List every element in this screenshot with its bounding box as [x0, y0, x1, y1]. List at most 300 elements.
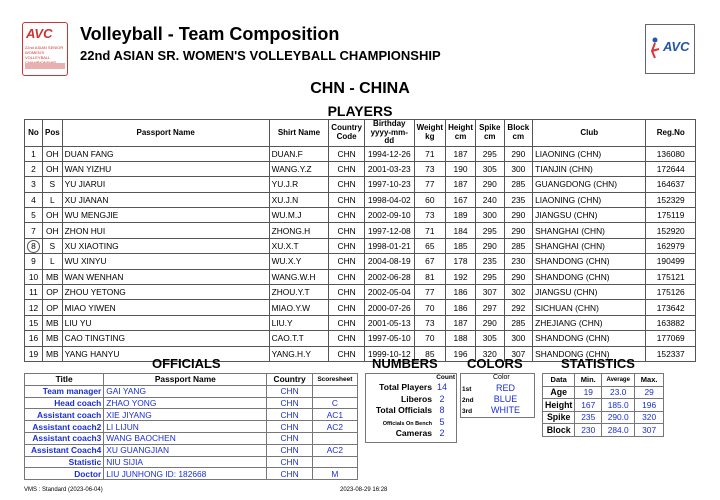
- player-club: SICHUAN (CHN): [533, 300, 646, 315]
- numbers-row: [366, 405, 454, 415]
- player-country-code: CHN: [329, 208, 365, 223]
- official-title: Head coach: [25, 397, 104, 409]
- player-block: 285: [504, 315, 533, 330]
- statistics-row: [543, 424, 664, 437]
- numbers-row: [366, 394, 454, 404]
- statistics-row: [543, 399, 664, 412]
- official-name: GAI YANG: [104, 385, 267, 397]
- officials-heading: OFFICIALS: [152, 356, 221, 371]
- player-no: 16: [25, 331, 43, 346]
- stat-max: 320: [635, 411, 664, 424]
- colors-label: 1st: [462, 386, 472, 393]
- player-row: [25, 269, 696, 284]
- col-spike: Spike cm: [475, 120, 504, 147]
- player-row: [25, 146, 696, 161]
- player-weight: 60: [414, 192, 446, 207]
- player-reg-no: 172644: [646, 161, 696, 176]
- player-height: 167: [446, 192, 476, 207]
- player-country-code: CHN: [329, 285, 365, 300]
- stat-label: Spike: [543, 411, 575, 424]
- player-row: [25, 223, 696, 238]
- player-country-code: CHN: [329, 331, 365, 346]
- player-weight: 73: [414, 315, 446, 330]
- player-height: 196: [446, 346, 476, 361]
- player-height: 178: [446, 254, 476, 269]
- official-name: XIE JIYANG: [104, 409, 267, 421]
- player-birthday: 1999-10-12: [364, 346, 414, 361]
- col-scoresheet: Scoresheet: [312, 374, 357, 386]
- player-pos: MB: [43, 315, 63, 330]
- player-spike: 290: [475, 315, 504, 330]
- numbers-value: 8: [439, 405, 445, 415]
- col-weight: Weight kg: [414, 120, 446, 147]
- numbers-label: Cameras: [395, 428, 432, 438]
- player-club: LIAONING (CHN): [533, 146, 646, 161]
- col-no: No: [25, 120, 43, 147]
- player-spike: 305: [475, 331, 504, 346]
- player-club: SHANGHAI (CHN): [533, 238, 646, 253]
- player-row: [25, 331, 696, 346]
- player-height: 184: [446, 223, 476, 238]
- official-title: Assistant coach3: [25, 432, 104, 444]
- players-table: [24, 119, 696, 362]
- player-block: 300: [504, 161, 533, 176]
- player-birthday: 2001-05-13: [364, 315, 414, 330]
- player-passport-name: LIU YU: [62, 315, 269, 330]
- player-spike: 295: [475, 223, 504, 238]
- col-height: Height cm: [446, 120, 476, 147]
- player-block: 235: [504, 192, 533, 207]
- player-passport-name: DUAN FANG: [62, 146, 269, 161]
- player-passport-name: WU MENGJIE: [62, 208, 269, 223]
- player-no: 3: [25, 177, 43, 192]
- col-data: Data: [543, 374, 575, 387]
- player-row: [25, 254, 696, 269]
- player-no: 7: [25, 223, 43, 238]
- player-passport-name: YU JIARUI: [62, 177, 269, 192]
- player-passport-name: MIAO YIWEN: [62, 300, 269, 315]
- player-club: SHANDONG (CHN): [533, 346, 646, 361]
- player-birthday: 1997-05-10: [364, 331, 414, 346]
- official-title: Assistant coach: [25, 409, 104, 421]
- player-country-code: CHN: [329, 315, 365, 330]
- player-reg-no: 152337: [646, 346, 696, 361]
- player-spike: 240: [475, 192, 504, 207]
- numbers-count-label: Count: [436, 374, 455, 381]
- player-weight: 85: [414, 346, 446, 361]
- player-block: 290: [504, 208, 533, 223]
- player-height: 189: [446, 208, 476, 223]
- official-scoresheet: AC2: [312, 421, 357, 433]
- player-birthday: 2002-09-10: [364, 208, 414, 223]
- official-scoresheet: M: [312, 468, 357, 480]
- player-club: GUANGDONG (CHN): [533, 177, 646, 192]
- player-reg-no: 162979: [646, 238, 696, 253]
- logo-avc-mark: AVC: [26, 26, 53, 41]
- stat-min: 230: [575, 424, 602, 437]
- player-pos: S: [43, 238, 63, 253]
- colors-color-label: Color: [493, 374, 510, 381]
- player-birthday: 1994-12-26: [364, 146, 414, 161]
- col-title: Title: [25, 374, 104, 386]
- col-shirt-name: Shirt Name: [269, 120, 329, 147]
- player-no: 2: [25, 161, 43, 176]
- logo-band: [25, 63, 65, 69]
- player-row: [25, 161, 696, 176]
- player-row: [25, 208, 696, 223]
- player-shirt-name: LIU.Y: [269, 315, 329, 330]
- statistics-row: [543, 386, 664, 399]
- player-passport-name: ZHOU YETONG: [62, 285, 269, 300]
- player-shirt-name: CAO.T.T: [269, 331, 329, 346]
- stat-max: 307: [635, 424, 664, 437]
- players-heading: PLAYERS: [327, 103, 393, 119]
- stat-min: 19: [575, 386, 602, 399]
- numbers-value: 2: [439, 393, 445, 404]
- player-row: [25, 300, 696, 315]
- colors-value: RED: [495, 383, 515, 393]
- player-pos: OP: [43, 285, 63, 300]
- colors-value: BLUE: [493, 394, 518, 404]
- official-country: CHN: [267, 409, 312, 421]
- numbers-row: [366, 382, 454, 392]
- player-no: 15: [25, 315, 43, 330]
- stat-average: 290.0: [602, 411, 635, 424]
- player-block: 285: [504, 238, 533, 253]
- official-name: LI LIJUN: [104, 421, 267, 433]
- player-height: 188: [446, 331, 476, 346]
- official-name: ZHAO YONG: [104, 397, 267, 409]
- player-spike: 295: [475, 269, 504, 284]
- player-spike: 307: [475, 285, 504, 300]
- player-birthday: 2002-05-04: [364, 285, 414, 300]
- player-pos: OH: [43, 161, 63, 176]
- colors-heading: COLORS: [467, 356, 523, 371]
- player-club: JIANGSU (CHN): [533, 208, 646, 223]
- col-pos: Pos: [43, 120, 63, 147]
- player-weight: 73: [414, 161, 446, 176]
- numbers-label: Total Players: [379, 382, 432, 392]
- footer-timestamp: 2023-08-29 16:28: [340, 487, 388, 493]
- official-row: [25, 421, 358, 433]
- player-passport-name: CAO TINGTING: [62, 331, 269, 346]
- player-shirt-name: YU.J.R: [269, 177, 329, 192]
- official-row: [25, 444, 358, 456]
- team-title: CHN - CHINA: [310, 80, 410, 97]
- player-shirt-name: YANG.H.Y: [269, 346, 329, 361]
- player-passport-name: WAN YIZHU: [62, 161, 269, 176]
- player-shirt-name: XU.X.T: [269, 238, 329, 253]
- numbers-label: Liberos: [400, 393, 432, 404]
- stat-label: Height: [543, 399, 575, 412]
- player-club: SHANGHAI (CHN): [533, 223, 646, 238]
- player-block: 285: [504, 177, 533, 192]
- numbers-row: [366, 428, 454, 438]
- official-scoresheet: C: [312, 397, 357, 409]
- player-height: 186: [446, 300, 476, 315]
- player-weight: 65: [414, 238, 446, 253]
- player-block: 300: [504, 331, 533, 346]
- officials-header-row: [25, 374, 358, 386]
- stat-label: Block: [543, 424, 575, 437]
- player-weight: 73: [414, 208, 446, 223]
- official-country: CHN: [267, 468, 312, 480]
- stat-average: 185.0: [602, 399, 635, 412]
- official-name: NIU SIJIA: [104, 456, 267, 468]
- player-block: 292: [504, 300, 533, 315]
- player-no: 19: [25, 346, 43, 361]
- player-passport-name: YANG HANYU: [62, 346, 269, 361]
- player-spike: 235: [475, 254, 504, 269]
- colors-value: WHITE: [491, 405, 520, 415]
- official-title: Assistant coach2: [25, 421, 104, 433]
- championship-logo: [22, 22, 68, 76]
- col-min: Min.: [575, 374, 602, 387]
- numbers-value: 14: [436, 382, 447, 392]
- player-spike: 320: [475, 346, 504, 361]
- player-passport-name: WAN WENHAN: [62, 269, 269, 284]
- player-country-code: CHN: [329, 254, 365, 269]
- col-club: Club: [533, 120, 646, 147]
- official-country: CHN: [267, 456, 312, 468]
- player-birthday: 1997-12-08: [364, 223, 414, 238]
- player-spike: 297: [475, 300, 504, 315]
- player-club: SHANDONG (CHN): [533, 254, 646, 269]
- player-pos: S: [43, 177, 63, 192]
- player-country-code: CHN: [329, 238, 365, 253]
- championship-name: 22nd ASIAN SR. WOMEN'S VOLLEYBALL CHAMPIONSHIP: [80, 48, 441, 63]
- player-country-code: CHN: [329, 146, 365, 161]
- player-row: [25, 315, 696, 330]
- official-country: CHN: [267, 385, 312, 397]
- colors-label: 3rd: [462, 408, 473, 415]
- player-country-code: CHN: [329, 161, 365, 176]
- players-header-row: [25, 120, 696, 147]
- stat-min: 167: [575, 399, 602, 412]
- player-reg-no: 175121: [646, 269, 696, 284]
- player-no: 12: [25, 300, 43, 315]
- player-block: 290: [504, 223, 533, 238]
- stat-average: 284.0: [602, 424, 635, 437]
- colors-row: [461, 394, 533, 404]
- player-spike: 305: [475, 161, 504, 176]
- numbers-label: Total Officials: [375, 405, 432, 415]
- player-height: 186: [446, 285, 476, 300]
- player-reg-no: 163882: [646, 315, 696, 330]
- player-country-code: CHN: [329, 300, 365, 315]
- player-country-code: CHN: [329, 177, 365, 192]
- player-spike: 290: [475, 177, 504, 192]
- colors-box: [460, 373, 535, 418]
- colors-row: [461, 405, 533, 415]
- col-average: Average: [602, 374, 635, 387]
- official-scoresheet: [312, 432, 357, 444]
- player-shirt-name: DUAN.F: [269, 146, 329, 161]
- official-row: [25, 409, 358, 421]
- player-shirt-name: WU.X.Y: [269, 254, 329, 269]
- player-birthday: 2004-08-19: [364, 254, 414, 269]
- player-pos: OH: [43, 208, 63, 223]
- player-no: [25, 238, 43, 253]
- player-pos: OH: [43, 223, 63, 238]
- player-weight: 77: [414, 285, 446, 300]
- player-height: 190: [446, 161, 476, 176]
- player-club: LIAONING (CHN): [533, 192, 646, 207]
- player-pos: OH: [43, 146, 63, 161]
- player-club: JIANGSU (CHN): [533, 285, 646, 300]
- numbers-value: 5: [439, 416, 445, 427]
- statistics-row: [543, 411, 664, 424]
- official-country: CHN: [267, 444, 312, 456]
- player-reg-no: 190499: [646, 254, 696, 269]
- col-country-code: Country Code: [329, 120, 365, 147]
- official-name: LIU JUNHONG ID: 182668: [104, 468, 267, 480]
- player-weight: 71: [414, 223, 446, 238]
- player-club: SHANDONG (CHN): [533, 331, 646, 346]
- col-passport-name: Passport Name: [62, 120, 269, 147]
- statistics-heading: STATISTICS: [561, 356, 635, 371]
- numbers-heading: NUMBERS: [372, 356, 438, 371]
- player-reg-no: 136080: [646, 146, 696, 161]
- player-country-code: CHN: [329, 346, 365, 361]
- numbers-row: [366, 417, 454, 427]
- player-reg-no: 175119: [646, 208, 696, 223]
- player-pos: L: [43, 254, 63, 269]
- player-reg-no: 173642: [646, 300, 696, 315]
- col-block: Block cm: [504, 120, 533, 147]
- player-row: [25, 285, 696, 300]
- player-block: 307: [504, 346, 533, 361]
- player-weight: 71: [414, 146, 446, 161]
- player-reg-no: 152920: [646, 223, 696, 238]
- player-weight: 67: [414, 254, 446, 269]
- avc-logo-text: AVC: [663, 39, 690, 54]
- player-spike: 300: [475, 208, 504, 223]
- player-no: 1: [25, 146, 43, 161]
- player-height: 192: [446, 269, 476, 284]
- stat-min: 235: [575, 411, 602, 424]
- official-row: [25, 468, 358, 480]
- player-reg-no: 164637: [646, 177, 696, 192]
- col-birthday: Birthday yyyy-mm-dd: [364, 120, 414, 147]
- avc-logo: [645, 24, 695, 74]
- player-weight: 70: [414, 331, 446, 346]
- player-shirt-name: WANG.W.H: [269, 269, 329, 284]
- official-row: [25, 432, 358, 444]
- player-country-code: CHN: [329, 192, 365, 207]
- official-scoresheet: AC1: [312, 409, 357, 421]
- col-official-name: Passport Name: [104, 374, 267, 386]
- numbers-box: [365, 373, 457, 443]
- statistics-header-row: [543, 374, 664, 387]
- player-birthday: 1998-01-21: [364, 238, 414, 253]
- player-shirt-name: XU.J.N: [269, 192, 329, 207]
- numbers-label: Officials On Bench: [382, 420, 432, 427]
- player-shirt-name: ZHONG.H: [269, 223, 329, 238]
- official-country: CHN: [267, 421, 312, 433]
- player-pos: L: [43, 192, 63, 207]
- player-shirt-name: WU.M.J: [269, 208, 329, 223]
- official-scoresheet: [312, 456, 357, 468]
- player-club: SHANDONG (CHN): [533, 269, 646, 284]
- player-shirt-name: WANG.Y.Z: [269, 161, 329, 176]
- stat-max: 29: [635, 386, 664, 399]
- player-no: 11: [25, 285, 43, 300]
- player-reg-no: 175126: [646, 285, 696, 300]
- official-title: Team manager: [25, 385, 104, 397]
- colors-row: [461, 383, 533, 393]
- player-no: 5: [25, 208, 43, 223]
- player-reg-no: 177069: [646, 331, 696, 346]
- official-scoresheet: [312, 385, 357, 397]
- officials-table: [24, 373, 358, 480]
- player-pos: MB: [43, 331, 63, 346]
- captain-marker: 8: [27, 240, 40, 253]
- player-reg-no: 152329: [646, 192, 696, 207]
- col-reg-no: Reg.No: [646, 120, 696, 147]
- player-birthday: 1998-04-02: [364, 192, 414, 207]
- player-pos: MB: [43, 269, 63, 284]
- player-passport-name: ZHON HUI: [62, 223, 269, 238]
- player-spike: 290: [475, 238, 504, 253]
- col-country: Country: [267, 374, 312, 386]
- stat-max: 196: [635, 399, 664, 412]
- player-height: 187: [446, 146, 476, 161]
- player-passport-name: WU XINYU: [62, 254, 269, 269]
- logo-text: 22nd ASIAN SENIOR WOMEN'S VOLLEYBALL: [25, 45, 64, 60]
- player-row: [25, 192, 696, 207]
- player-shirt-name: ZHOU.Y.T: [269, 285, 329, 300]
- player-weight: 70: [414, 300, 446, 315]
- player-birthday: 2000-07-26: [364, 300, 414, 315]
- player-block: 230: [504, 254, 533, 269]
- player-passport-name: XU XIAOTING: [62, 238, 269, 253]
- player-birthday: 2001-03-23: [364, 161, 414, 176]
- player-passport-name: XU JIANAN: [62, 192, 269, 207]
- player-block: 290: [504, 269, 533, 284]
- official-scoresheet: AC2: [312, 444, 357, 456]
- player-block: 302: [504, 285, 533, 300]
- colors-label: 2nd: [462, 397, 474, 404]
- footer-version: VMS : Standard (2023-06-04): [24, 487, 103, 493]
- official-row: [25, 397, 358, 409]
- stat-average: 23.0: [602, 386, 635, 399]
- player-pos: OP: [43, 300, 63, 315]
- col-max: Max.: [635, 374, 664, 387]
- player-row: [25, 177, 696, 192]
- volleyball-figure-icon: [648, 37, 662, 59]
- player-spike: 295: [475, 146, 504, 161]
- statistics-table: [542, 373, 664, 437]
- player-height: 185: [446, 238, 476, 253]
- player-no: 4: [25, 192, 43, 207]
- player-weight: 81: [414, 269, 446, 284]
- official-country: CHN: [267, 397, 312, 409]
- player-block: 290: [504, 146, 533, 161]
- official-row: [25, 456, 358, 468]
- official-row: [25, 385, 358, 397]
- official-name: WANG BAOCHEN: [104, 432, 267, 444]
- official-title: Statistic: [25, 456, 104, 468]
- player-birthday: 1997-10-23: [364, 177, 414, 192]
- player-weight: 77: [414, 177, 446, 192]
- stat-label: Age: [543, 386, 575, 399]
- official-country: CHN: [267, 432, 312, 444]
- player-height: 187: [446, 177, 476, 192]
- player-height: 187: [446, 315, 476, 330]
- player-birthday: 2002-06-28: [364, 269, 414, 284]
- player-no: 10: [25, 269, 43, 284]
